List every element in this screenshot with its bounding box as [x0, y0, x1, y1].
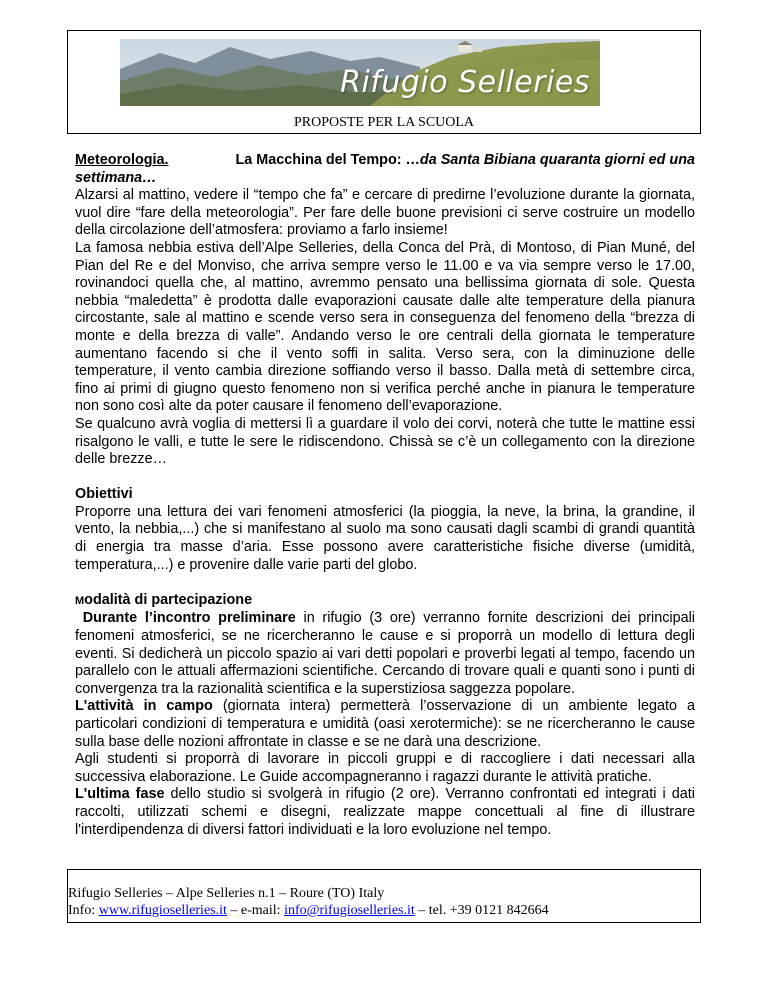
intro-title	[235, 152, 695, 170]
participation-p4-bold: L'ultima fase	[75, 786, 165, 803]
header-box	[67, 30, 701, 134]
spacer	[75, 574, 695, 592]
footer-email-label: – e-mail:	[226, 903, 285, 918]
banner-title: Rifugio Selleries	[340, 65, 590, 100]
objectives-text: Proporre una lettura dei vari fenomeni atmosferici (la pioggia, la neve, la brina, la grandine, il vento, la nebbia,...) che si manifestano al suolo ma sono causati dagli scambi di grandi quantità di energia tra masse d’aria. Esse possono avere caratteristiche fisiche diverse (umidità, temperatura,...) e provenire dalle varie parti del globo.	[75, 503, 695, 573]
participation-heading	[75, 592, 695, 611]
participation-p2-bold: L'attività in campo	[75, 698, 213, 715]
objectives-heading: Obiettivi	[75, 486, 133, 503]
participation-paragraph-2	[75, 698, 695, 751]
intro-title-continuation: settimana…	[75, 169, 157, 186]
intro-heading	[75, 152, 695, 170]
footer-contacts	[68, 902, 700, 919]
email-link[interactable]: info@rifugioselleries.it	[284, 903, 415, 918]
spacer	[75, 469, 695, 487]
participation-heading-initial: M	[75, 594, 85, 607]
participation-paragraph-3: Agli studenti si proporrà di lavorare in piccoli gruppi e di raccogliere i dati necessari alla successiva elaborazione. Le Guide accompagneranno i ragazzi durante le attività pratiche.	[75, 751, 695, 785]
main-content	[75, 152, 695, 839]
participation-paragraph-4	[75, 786, 695, 839]
intro-paragraph-3: Se qualcuno avrà voglia di mettersi lì a guardare il volo dei corvi, noterà che tutte le mattine essi risalgono le valli, e tutte le sere le ridiscendono. Chissà se c’è un collegamento con la direzione delle brezze…	[75, 415, 695, 468]
footer-info-label: Info:	[68, 903, 99, 918]
intro-paragraph-1: Alzarsi al mattino, vedere il “tempo che fa” e cercare di predirne l’evoluzione durante la giornata, vuol dire “fare della meteorologia”. Per fare delle buone previsioni ci serve costruire un modello della circolazione dell’atmosfera: proviamo a farlo insieme!	[75, 187, 695, 239]
website-link[interactable]: www.rifugioselleries.it	[98, 903, 227, 918]
footer-box	[67, 869, 701, 923]
intro-paragraph-2: La famosa nebbia estiva dell’Alpe Selleries, della Conca del Prà, di Montoso, di Pian Muné, del Pian del Re e del Monviso, che arriva sempre verso le 11.00 e va via sempre verso le 17.00, rovinandoci quella che, al mattino, avremmo pensato una bellissima giornata di sole. Questa nebbia “maledetta” è prodotta dalle evaporazioni causate dalle alte temperature della pianura circostante, sale al mattino e scende verso sera in conseguenza del fenomeno della “brezza di monte e della brezza di valle”. Andando verso le ore centrali della giornata le temperature aumentano facendo si che il vento soffi in salita. Verso sera, con la diminuzione delle temperature, il vento cambia direzione soffiando verso il basso. Dalla metà di settembre circa, fino ai primi di giugno questo fenomeno non si verifica perché anche in pianura le temperature non sono così alte da poter causare il fenomeno dell’evaporazione.	[75, 239, 695, 415]
footer-phone: – tel. +39 0121 842664	[414, 903, 549, 918]
participation-p1-text: in rifugio (3 ore) verranno fornite descrizioni dei principali fenomeni atmosferici, se ne ricercheranno le cause e si proporrà un modello di lettura degli eventi. Si dedicherà un piccolo spazio ai vari detti popolari e proverbi legati al tempo, facendo un parallelo con le attuali affermazioni scientifiche. Cercando di trovare quali e quanti sono i punti di convergenza tra la razionalità scientifica e la superstiziosa saggezza popolare.	[75, 610, 695, 697]
participation-p1-bold: Durante l’incontro preliminare	[82, 610, 296, 627]
header-subtitle: PROPOSTE PER LA SCUOLA	[293, 115, 475, 130]
banner-image	[120, 39, 600, 106]
participation-p4-text: dello studio si svolgerà in rifugio (2 ore). Verranno confrontati ed integrati i dati raccolti, utilizzati schemi e disegni, realizzate mappe concettuali al fine di illustrare l'interdipendenza di diversi fattori individuati e la loro evoluzione nel tempo.	[75, 786, 695, 838]
intro-title-part2: da Santa Bibiana quaranta giorni ed una	[419, 152, 695, 168]
participation-paragraph-1	[75, 610, 695, 698]
participation-p2-text: (giornata intera) permetterà l’osservazione di un ambiente legato a particolari condizioni di temperatura e umidità (oasi xerotermiche): se ne ricercheranno le cause sulla base delle nozioni affrontate in classe e se ne darà una descrizione.	[75, 698, 695, 750]
participation-heading-rest: odalità di partecipazione	[84, 591, 253, 608]
footer-address: Rifugio Selleries – Alpe Selleries n.1 – Roure (TO) Italy	[68, 886, 385, 901]
intro-label: Meteorologia.	[75, 152, 169, 168]
intro-title-part1: La Macchina del Tempo: …	[235, 152, 420, 168]
